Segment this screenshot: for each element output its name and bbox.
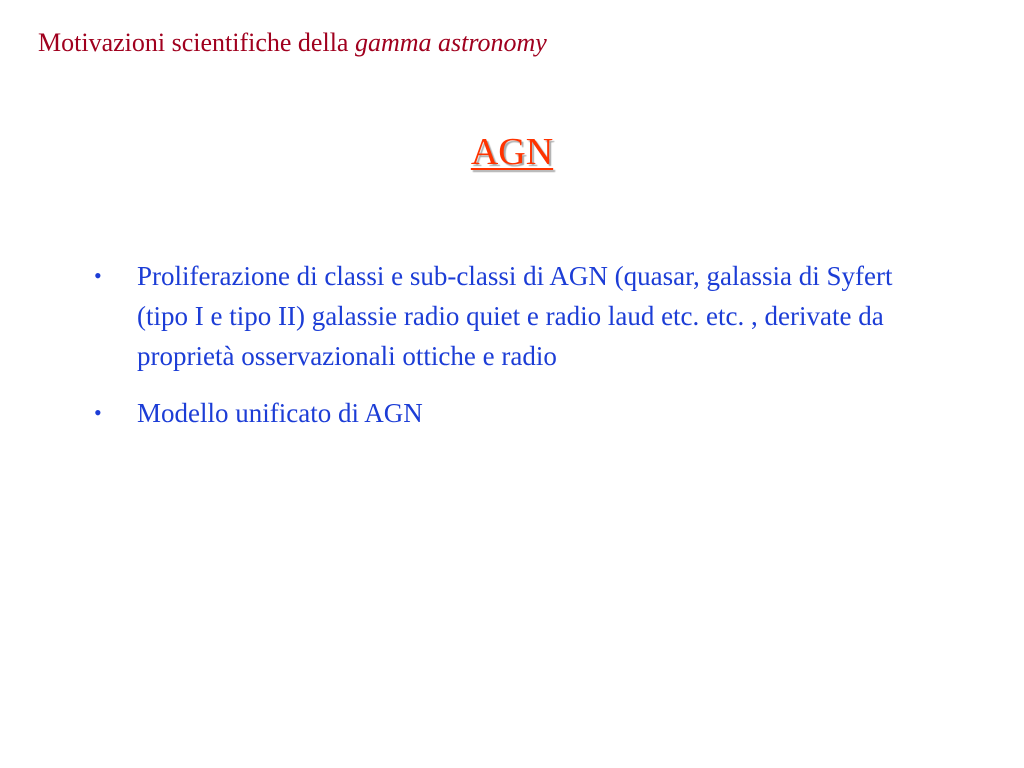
bullet-text: Proliferazione di classi e sub-classi di AGN (quasar, galassia di Syfert (tipo I e tipo II) galassie radio quiet e radio laud etc. etc. , derivate da proprietà osservazionali ottiche e radio [137,261,893,371]
header-prefix: Motivazioni scientifiche della [38,28,355,57]
slide-header [38,28,547,58]
slide-title: AGN [470,131,554,173]
bullet-list [94,256,914,450]
bullet-icon: • [94,400,102,425]
bullet-item [94,393,914,433]
bullet-icon: • [94,263,102,288]
header-italic: gamma astronomy [354,28,547,57]
bullet-text: Modello unificato di AGN [137,398,423,428]
bullet-item [94,256,914,376]
